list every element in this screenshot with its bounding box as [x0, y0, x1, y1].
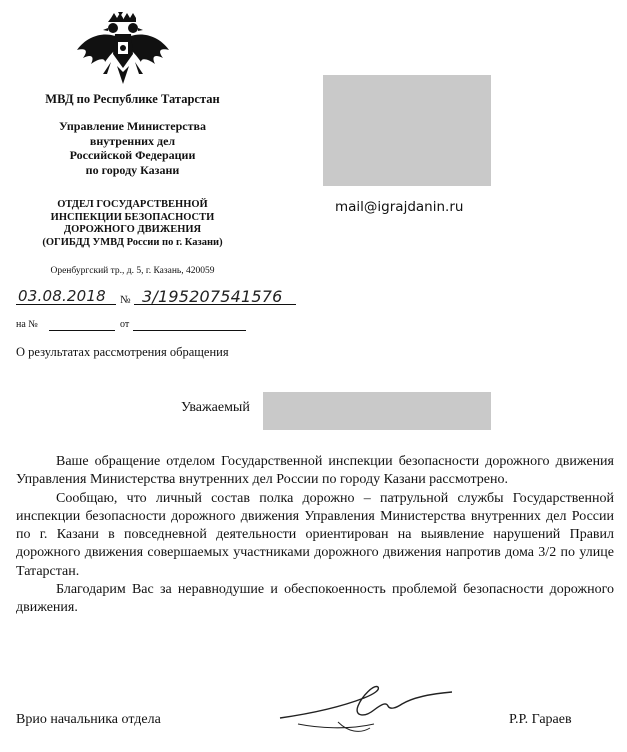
ref-from-label: от: [120, 319, 130, 330]
body-paragraph: Сообщаю, что личный состав полка дорожно – патрульной службы Государственной инспекции безопасности дорожного движения Управления Министерства внутренних дел России по г. Казани в повседневной деятельности ориентирован на выявление нарушений Правил дорожного движения совершаемых участниками дорожного движения напротив дома 3/2 по улице Татарстан.: [16, 490, 614, 579]
division-name: [10, 199, 255, 249]
department-line: по городу Казани: [85, 162, 180, 177]
division-line: (ОГИБДД УМВД России по г. Казани): [42, 236, 223, 248]
redacted-recipient-block: [323, 75, 491, 186]
redacted-addressee-name: [263, 392, 491, 430]
body-paragraph: Благодарим Вас за неравнодушие и обеспокоенность проблемой безопасности дорожного движения.: [16, 582, 614, 616]
ref-date-underline: [133, 330, 246, 331]
department-line: внутренних дел: [89, 133, 176, 148]
handwritten-date: 03.08.2018: [18, 287, 106, 305]
ref-label: на №: [16, 319, 38, 330]
registration-line: [16, 284, 296, 308]
number-label: №: [120, 294, 131, 306]
department-line: Российской Федерации: [69, 148, 196, 162]
sender-address: Оренбургский тр., д. 5, г. Казань, 420059: [50, 266, 215, 276]
salutation: Уважаемый: [181, 400, 250, 415]
double-headed-eagle-emblem: [75, 12, 171, 88]
division-line: ДОРОЖНОГО ДВИЖЕНИЯ: [63, 224, 202, 236]
division-line: ОТДЕЛ ГОСУДАРСТВЕННОЙ: [57, 199, 208, 210]
signer-name: Р.Р. Гараев: [509, 712, 572, 727]
signer-position: Врио начальника отдела: [16, 712, 161, 727]
ref-number-underline: [49, 330, 115, 331]
body-paragraph: Ваше обращение отделом Государственной инспекции безопасности дорожного движения Управления Министерства внутренних дел России по городу Казани рассмотрено.: [16, 454, 614, 488]
letter-subject: О результатах рассмотрения обращения: [16, 345, 229, 359]
recipient-email: mail@igrajdanin.ru: [335, 199, 464, 215]
department-line: Управление Министерства: [59, 119, 206, 133]
handwritten-number: 3/195207541576: [142, 287, 283, 306]
department-name: [10, 119, 255, 177]
division-line: ИНСПЕКЦИИ БЕЗОПАСНОСТИ: [50, 211, 215, 223]
handwritten-signature: [278, 684, 454, 736]
number-underline: [134, 304, 296, 305]
ministry-name: МВД по Республике Татарстан: [45, 92, 220, 106]
date-underline: [16, 304, 116, 305]
letter-body: [16, 453, 614, 618]
reference-line: [16, 318, 246, 334]
